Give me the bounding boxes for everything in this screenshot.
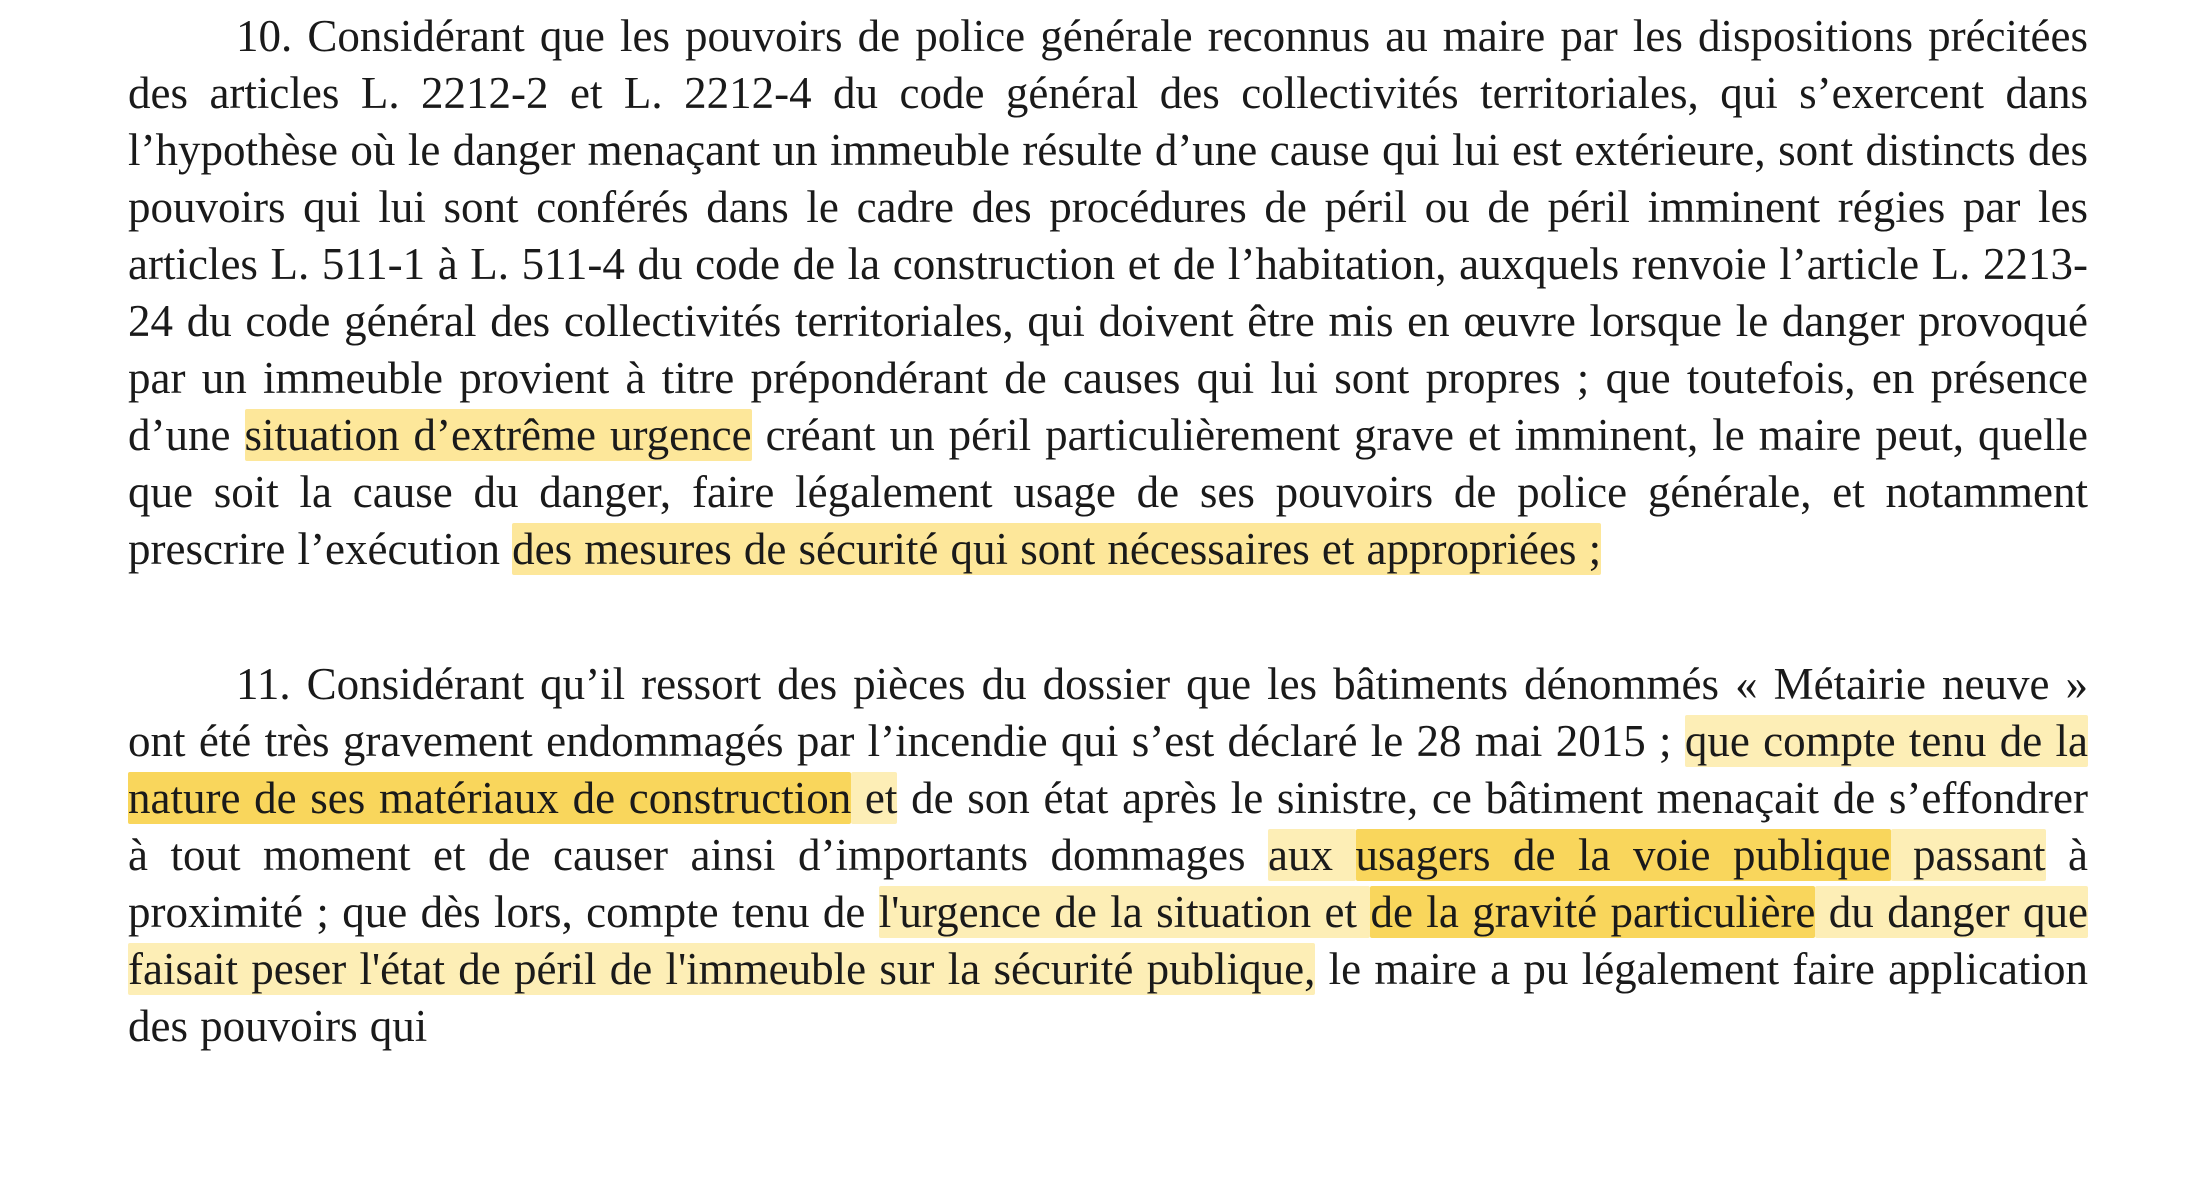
highlighted-text: usagers de la voie publique — [1355, 830, 1891, 880]
paragraph-text-segment: Considérant que les pouvoirs de police générale reconnus au maire par les dispositions précitées des articles L. 2212-2 et L. 2212-4 du code général des collectivités territoriales, qui s’exercent dans l’hypothèse où le danger menaçant un immeuble résulte d’une cause qui lui est extérieure, sont distincts des pouvoirs qui lui sont conférés dans le cadre des procédures de péril ou de péril imminent régies par les articles L. 511-1 à L. 511-4 du code de la construction et de l’habitation, auxquels renvoie l’article L. 2213-24 du code général des collectivités territoriales, qui doivent être mis en œuvre lorsque le danger provoqué par un immeuble provient à titre prépondérant de causes qui lui sont propres ; que toutefois, en présence d’une — [128, 11, 2088, 460]
paragraph-text-segment: Considérant qu’il ressort des pièces du dossier que les bâtiments dénommés « Métairie neuve » ont été très gravement endommagés par l’incendie qui s’est déclaré le 28 mai 2015 ; — [128, 659, 2088, 766]
highlighted-text: et — [851, 773, 898, 823]
paragraph-number: 10. — [236, 11, 293, 61]
highlighted-text: l'urgence de la situation et — [878, 887, 1371, 937]
paragraph-10 — [128, 8, 2088, 578]
highlighted-text: nature de ses matériaux de construction — [128, 773, 852, 823]
highlighted-text: de la gravité particulière — [1370, 887, 1816, 937]
highlighted-text: situation d’extrême urgence — [244, 410, 752, 460]
highlighted-text: passant — [1890, 830, 2046, 880]
highlighted-text: des mesures de sécurité qui sont nécessaires et appropriées ; — [512, 524, 1602, 574]
paragraph-11 — [128, 656, 2088, 1055]
highlighted-text: aux — [1268, 830, 1356, 880]
paragraph-text-segment: créant un péril particulièrement grave et imminent, le maire peut, quelle que soit la cause du danger, faire légalement usage de ses pouvoirs de police générale, et notamment prescrire l’exécution — [128, 410, 2089, 574]
highlighted-text: du danger que faisait peser l'état de péril de l'immeuble sur la sécurité publique, — [128, 887, 2089, 994]
paragraph-number: 11. — [236, 659, 291, 709]
paragraph-text-segment: le maire a pu légalement faire application des pouvoirs qui — [128, 944, 2089, 1051]
paragraph-text-segment: de son état après le sinistre, ce bâtiment menaçait de s’effondrer à tout moment et de causer ainsi d’importants dommages — [128, 773, 2088, 880]
highlighted-text: que compte tenu de la — [1684, 716, 2088, 766]
paragraph-text-segment: à proximité ; que dès lors, compte tenu de — [128, 830, 2089, 937]
